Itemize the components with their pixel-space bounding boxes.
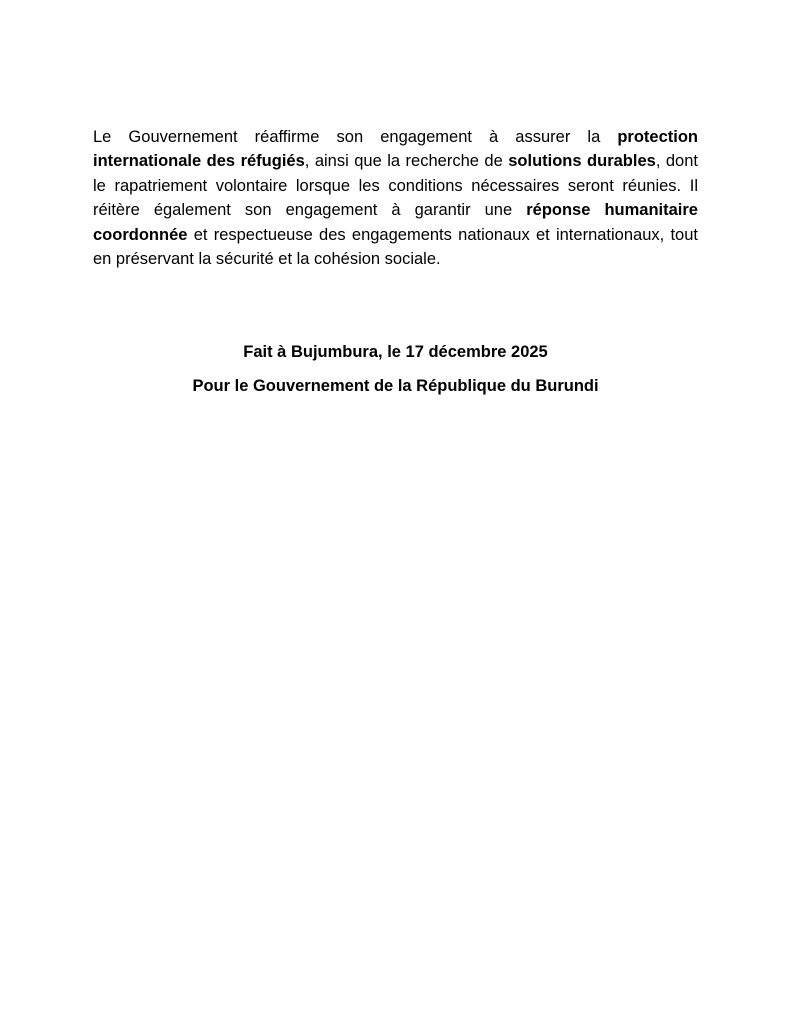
place-and-date: Fait à Bujumbura, le 17 décembre 2025 (243, 343, 548, 361)
paragraph-emphasis-response: réponse humanitaire coordonnée (93, 201, 698, 244)
paragraph-text-4: et respectueuse des engagements nationaux et internationaux, tout en préservant la sécurité et la cohésion sociale. (93, 225, 698, 269)
paragraph-text-3: , dont le rapatriement volontaire lorsque les conditions nécessaires seront réunies. Il réitère également son engagement à garantir une (93, 152, 698, 220)
commitment-paragraph (93, 125, 698, 271)
paragraph-text-1: Le Gouvernement réaffirme son engagement à assurer la (93, 128, 618, 146)
signatory-line: Pour le Gouvernement de la République du Burundi (192, 377, 599, 395)
paragraph-text-2: , ainsi que la recherche de (304, 152, 509, 171)
paragraph-emphasis-protection: protection internationale des réfugiés (93, 128, 698, 171)
paragraph-emphasis-solutions: solutions durables (508, 152, 656, 171)
